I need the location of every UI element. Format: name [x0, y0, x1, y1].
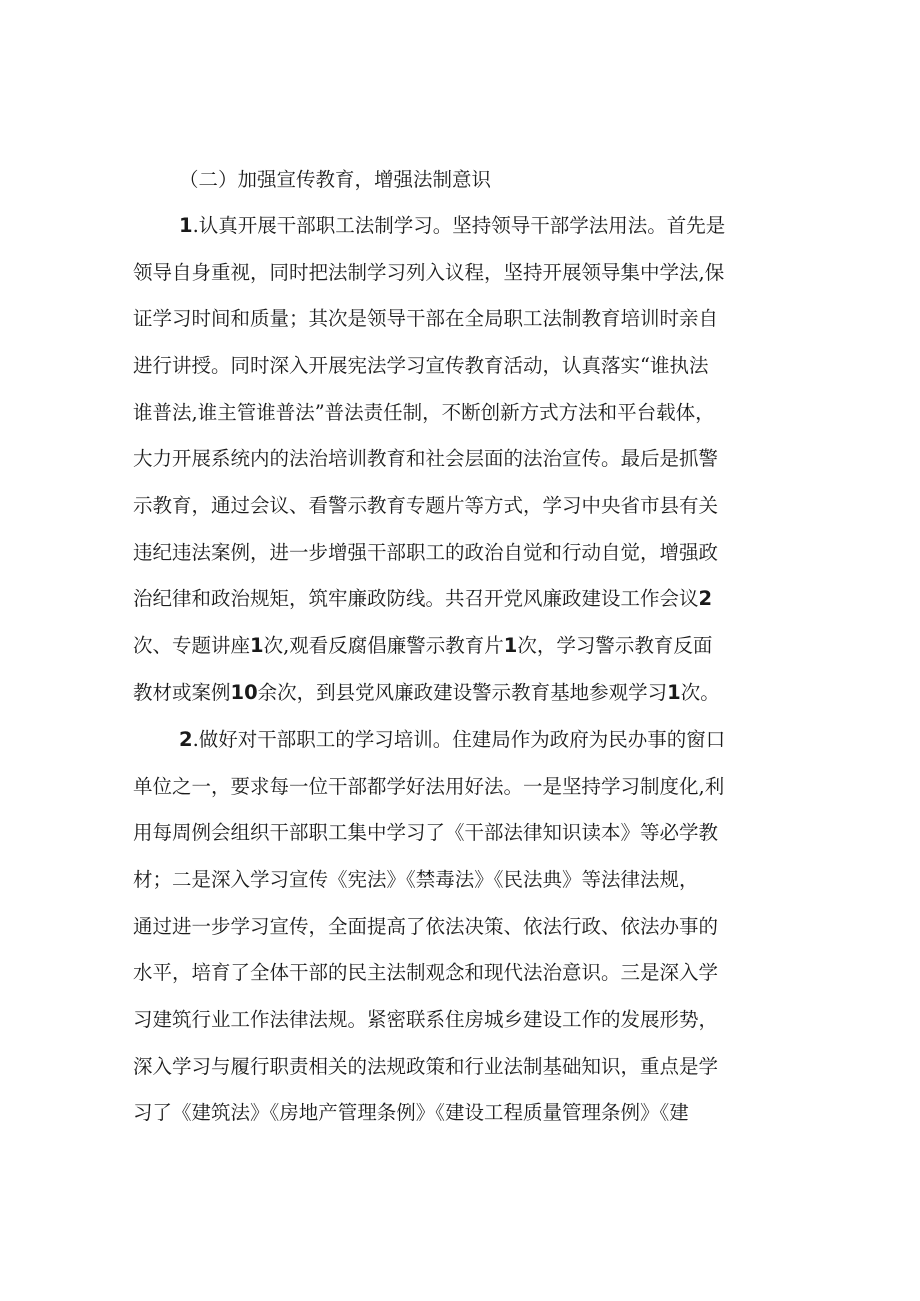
item-number-2: 2 — [179, 728, 193, 751]
paragraph-2-line-5: 通过进一步学习宣传，全面提高了依法决策、依法行政、依法办事的 — [133, 915, 719, 938]
paragraph-2-line-9: 习了《建筑法》《房地产管理条例》《建设工程质量管理条例》《建 — [133, 1101, 689, 1124]
paragraph-1-line-6: 大力开展系统内的法治培训教育和社会层面的法治宣传。最后是抓警 — [133, 447, 719, 470]
paragraph-2-line-8: 深入学习与履行职责相关的法规政策和行业法制基础知识，重点是学 — [133, 1055, 719, 1078]
paragraph-1-line-11: 教材或案例10余次，到县党风廉政建设警示教育基地参观学习1次。 — [133, 681, 720, 704]
paragraph-2-line-7: 习建筑行业工作法律法规。紧密联系住房城乡建设工作的发展形势， — [133, 1008, 719, 1031]
paragraph-1-line-4: 进行讲授。同时深入开展宪法学习宣传教育活动，认真落实“谁执法 — [133, 354, 709, 377]
paragraph-1-line-9: 治纪律和政治规矩，筑牢廉政防线。共召开党风廉政建设工作会议2 — [133, 587, 713, 610]
paragraph-1-line-8: 违纪违法案例，进一步增强干部职工的政治自觉和行动自觉，增强政 — [133, 541, 719, 564]
paragraph-1-line-2: 领导自身重视，同时把法制学习列入议程，坚持开展领导集中学法,保 — [133, 261, 725, 284]
paragraph-2-line-4: 材；二是深入学习宣传《宪法》《禁毒法》《民法典》等法律法规， — [133, 868, 699, 891]
paragraph-1-line-3: 证学习时间和质量；其次是领导干部在全局职工法制教育培训时亲自 — [133, 307, 719, 330]
paragraph-2-line-2: 单位之一，要求每一位干部都学好法用好法。一是坚持学习制度化,利 — [133, 775, 725, 798]
paragraph-1-line-7: 示教育，通过会议、看警示教育专题片等方式，学习中央省市县有关 — [133, 494, 719, 517]
item-number-1: 1 — [179, 214, 193, 237]
paragraph-1-line-10: 次、专题讲座1次,观看反腐倡廉警示教育片1次，学习警示教育反面 — [133, 634, 713, 657]
paragraph-2-line-1: 2.做好对干部职工的学习培训。住建局作为政府为民办事的窗口 — [179, 728, 726, 751]
paragraph-1-line-5: 谁普法,谁主管谁普法”普法责任制，不断创新方式方法和平台载体， — [133, 401, 715, 424]
paragraph-2-line-6: 水平，培育了全体干部的民主法制观念和现代法治意识。三是深入学 — [133, 961, 719, 984]
section-heading: （二）加强宣传教育，增强法制意识 — [179, 168, 492, 191]
paragraph-1-line-1: 1.认真开展干部职工法制学习。坚持领导干部学法用法。首先是 — [179, 214, 726, 237]
paragraph-2-line-3: 用每周例会组织干部职工集中学习了《干部法律知识读本》等必学教 — [133, 821, 719, 844]
